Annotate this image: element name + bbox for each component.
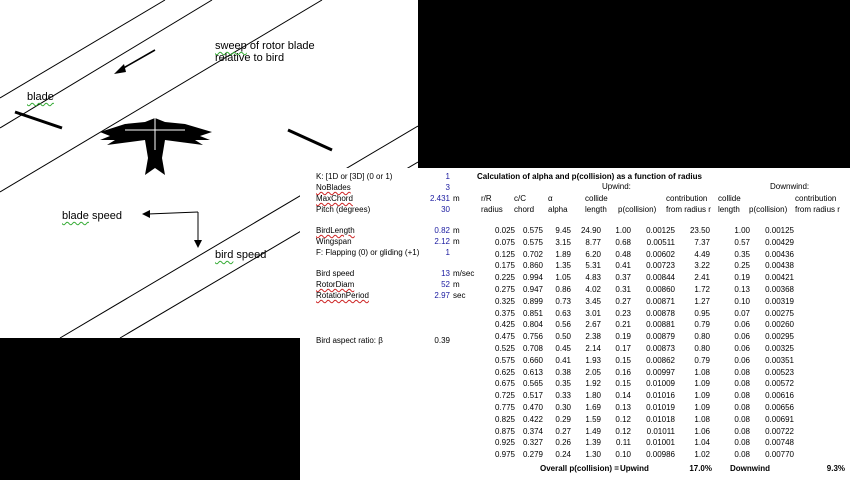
table-cell: 0.08 — [734, 391, 750, 401]
bird-speed-rest: speed — [233, 249, 267, 261]
table-cell: 1.27 — [694, 296, 710, 306]
table-cell: 1.09 — [694, 379, 710, 389]
table-cell: 0.86 — [555, 285, 571, 294]
table-cell: 0.06 — [734, 320, 750, 330]
table-cell: 0.565 — [522, 379, 543, 389]
column-header: α — [548, 194, 553, 203]
table-cell: 0.00862 — [646, 355, 675, 365]
param-value[interactable]: 1 — [445, 172, 450, 181]
table-cell: 0.00295 — [765, 332, 794, 342]
table-cell: 0.31 — [615, 285, 631, 294]
table-cell: 0.06 — [734, 332, 750, 342]
table-cell: 23.50 — [689, 226, 710, 235]
table-cell: 0.56 — [555, 320, 571, 330]
table-cell: 0.15 — [615, 379, 631, 389]
table-cell: 4.49 — [694, 249, 710, 259]
table-cell: 0.708 — [522, 344, 543, 353]
table-cell: 3.01 — [585, 308, 601, 318]
table-cell: 0.01016 — [646, 391, 675, 401]
upwind-total-value: 17.0% — [689, 464, 712, 473]
param-value[interactable]: 0.82 — [434, 226, 450, 235]
column-header: r/R — [481, 194, 492, 203]
table-cell: 0.27 — [615, 296, 631, 306]
table-cell: 0.63 — [555, 308, 571, 318]
table-cell: 0.06 — [734, 355, 750, 365]
table-cell: 0.24 — [555, 450, 571, 460]
param-unit: m — [453, 280, 460, 289]
table-cell: 0.08 — [734, 403, 750, 412]
table-cell: 0.925 — [494, 438, 515, 448]
table-cell: 0.025 — [494, 226, 515, 235]
upwind-heading: Upwind: — [602, 182, 631, 191]
column-header: from radius r — [666, 205, 711, 214]
param-label-text: RotationPeriod — [316, 291, 369, 300]
param-label-text: Wingspan — [316, 237, 352, 246]
table-cell: 0.775 — [494, 403, 515, 412]
table-cell: 0.00125 — [646, 226, 675, 235]
table-cell: 0.01001 — [646, 438, 675, 448]
blade-edge-line — [0, 0, 165, 98]
table-cell: 0.374 — [522, 426, 543, 436]
table-cell: 0.19 — [734, 273, 750, 283]
table-cell: 0.00436 — [765, 249, 794, 259]
table-cell: 0.860 — [522, 261, 543, 271]
param-label — [316, 226, 355, 236]
table-cell: 0.79 — [694, 320, 710, 330]
param-label-text: MaxChord — [316, 194, 353, 203]
table-cell: 0.08 — [734, 414, 750, 424]
table-cell: 0.00523 — [765, 367, 794, 377]
table-cell: 2.41 — [694, 273, 710, 283]
blade-label — [27, 91, 54, 103]
table-cell: 0.25 — [734, 261, 750, 271]
table-cell: 0.00871 — [646, 296, 675, 306]
param-label — [316, 248, 419, 258]
param-label-text: Bird speed — [316, 269, 355, 278]
bird-icon — [100, 110, 212, 175]
table-cell: 0.899 — [522, 296, 543, 306]
param-label-text: NoBlades — [316, 183, 351, 192]
table-cell: 0.00125 — [765, 226, 794, 235]
overall-label: Overall p(collision) = — [540, 464, 619, 473]
table-cell: 0.725 — [494, 391, 515, 401]
table-cell: 0.07 — [734, 308, 750, 318]
table-cell: 0.08 — [734, 450, 750, 460]
table-cell: 0.45 — [555, 344, 571, 353]
table-cell: 0.15 — [615, 355, 631, 365]
blade-speed-word: blade — [62, 210, 89, 222]
table-cell: 0.702 — [522, 249, 543, 259]
bird-speed-word: bird — [215, 249, 234, 261]
table-cell: 0.00873 — [646, 344, 675, 353]
column-header: alpha — [548, 205, 568, 214]
param-label — [316, 205, 370, 215]
param-label — [316, 291, 369, 301]
table-cell: 0.33 — [555, 391, 571, 401]
param-unit: sec — [453, 291, 466, 300]
table-cell: 0.756 — [522, 332, 543, 342]
table-cell: 0.00986 — [646, 450, 675, 460]
column-header: p(collision) — [618, 205, 657, 214]
table-cell: 1.93 — [585, 355, 601, 365]
param-label-text: Pitch (degrees) — [316, 205, 371, 214]
sweep-arrow-head — [114, 64, 126, 74]
table-cell: 24.90 — [580, 226, 601, 235]
table-cell: 0.01011 — [646, 426, 675, 436]
column-header: collide — [718, 194, 741, 203]
table-cell: 0.075 — [494, 237, 515, 247]
table-cell: 0.17 — [615, 344, 631, 353]
table-cell: 0.10 — [734, 296, 750, 306]
table-cell: 0.06 — [734, 344, 750, 353]
table-cell: 0.00860 — [646, 285, 675, 294]
column-header: contribution — [795, 194, 837, 203]
table-cell: 0.68 — [615, 237, 631, 247]
param-unit: m — [453, 194, 460, 203]
table-cell: 0.08 — [734, 379, 750, 389]
table-cell: 3.22 — [694, 261, 710, 271]
table-cell: 0.00997 — [646, 367, 675, 377]
table-cell: 0.175 — [494, 261, 515, 271]
param-value[interactable]: 2.431 — [429, 194, 450, 203]
table-cell: 0.00438 — [765, 261, 794, 271]
param-label — [316, 237, 352, 247]
table-cell: 0.575 — [494, 355, 515, 365]
table-cell: 0.00722 — [765, 426, 794, 436]
table-cell: 0.08 — [734, 438, 750, 448]
table-cell: 0.50 — [555, 332, 571, 342]
table-cell: 1.59 — [585, 414, 601, 424]
column-header: from radius r — [795, 205, 840, 214]
table-cell: 0.00844 — [646, 273, 675, 283]
collision-spreadsheet — [300, 168, 850, 480]
table-cell: 0.21 — [615, 320, 631, 330]
table-cell: 0.00879 — [646, 332, 675, 342]
table-cell: 0.00656 — [765, 403, 794, 412]
table-cell: 1.49 — [585, 426, 601, 436]
column-header: contribution — [666, 194, 708, 203]
blade-marker — [15, 112, 62, 128]
table-cell: 1.08 — [694, 414, 710, 424]
table-cell: 0.13 — [615, 403, 631, 412]
table-cell: 0.325 — [494, 296, 515, 306]
table-cell: 0.475 — [494, 332, 515, 342]
table-cell: 0.525 — [494, 344, 515, 353]
table-cell: 0.00511 — [646, 237, 675, 247]
table-cell: 6.20 — [585, 249, 601, 259]
table-cell: 0.14 — [615, 391, 631, 401]
table-cell: 2.14 — [585, 344, 601, 353]
downwind-total-value: 9.3% — [826, 464, 845, 473]
table-cell: 0.26 — [555, 438, 571, 448]
table-cell: 0.57 — [734, 237, 750, 247]
table-cell: 1.89 — [555, 249, 571, 259]
table-cell: 1.02 — [694, 450, 710, 460]
table-cell: 0.95 — [694, 308, 710, 318]
upwind-total-label: Upwind — [620, 464, 649, 473]
table-cell: 0.13 — [734, 285, 750, 294]
table-cell: 0.00748 — [765, 438, 794, 448]
table-title: Calculation of alpha and p(collision) as a function of radius — [477, 172, 702, 181]
table-cell: 0.27 — [555, 426, 571, 436]
table-cell: 0.35 — [555, 379, 571, 389]
table-cell: 1.04 — [694, 438, 710, 448]
param-value[interactable]: 2.12 — [434, 237, 450, 246]
sweep-word: sweep — [215, 40, 247, 52]
table-cell: 0.00325 — [765, 344, 794, 353]
param-label — [316, 269, 354, 279]
table-cell: 0.01019 — [646, 403, 675, 412]
table-cell: 0.375 — [494, 308, 515, 318]
table-cell: 0.29 — [555, 414, 571, 424]
table-cell: 0.00616 — [765, 391, 794, 401]
table-cell: 0.79 — [694, 355, 710, 365]
table-cell: 0.422 — [522, 414, 543, 424]
table-cell: 4.02 — [585, 285, 601, 294]
table-cell: 0.575 — [522, 226, 543, 235]
param-label-text: RotorDiam — [316, 280, 355, 289]
blade-speed-rest: speed — [88, 210, 122, 222]
blade-speed-arrow-line — [148, 212, 198, 214]
table-cell: 0.875 — [494, 426, 515, 436]
column-header: length — [718, 205, 740, 214]
table-cell: 0.275 — [494, 285, 515, 294]
table-cell: 0.00275 — [765, 308, 794, 318]
table-cell: 0.425 — [494, 320, 515, 330]
table-cell: 1.80 — [585, 391, 601, 401]
table-cell: 0.125 — [494, 249, 515, 259]
table-cell: 0.279 — [522, 450, 543, 460]
table-cell: 0.517 — [522, 391, 543, 401]
table-cell: 7.37 — [694, 237, 710, 247]
table-cell: 1.06 — [694, 426, 710, 436]
table-cell: 0.00368 — [765, 285, 794, 294]
blade-speed-label — [62, 210, 122, 222]
table-cell: 0.41 — [555, 355, 571, 365]
table-cell: 0.38 — [555, 367, 571, 377]
table-cell: 0.11 — [616, 438, 631, 448]
param-unit: m — [453, 237, 460, 246]
table-cell: 0.10 — [615, 450, 631, 460]
table-cell: 9.45 — [555, 226, 571, 235]
blade-marker — [288, 130, 332, 150]
sweep-label — [215, 40, 315, 52]
table-cell: 0.660 — [522, 355, 543, 365]
table-cell: 1.00 — [734, 226, 750, 235]
table-cell: 0.01018 — [646, 414, 675, 424]
table-cell: 1.08 — [694, 367, 710, 377]
column-header: chord — [514, 205, 535, 214]
table-cell: 0.80 — [694, 344, 710, 353]
table-cell: 0.35 — [734, 249, 750, 259]
table-cell: 0.08 — [734, 367, 750, 377]
param-value[interactable]: 1 — [445, 248, 450, 257]
table-cell: 0.48 — [615, 249, 631, 259]
param-value[interactable]: 13 — [441, 269, 450, 278]
table-cell: 0.80 — [694, 332, 710, 342]
table-cell: 0.00691 — [765, 414, 794, 424]
table-cell: 0.804 — [522, 320, 543, 330]
param-unit: m/sec — [453, 269, 475, 278]
blade-speed-arrow-head — [142, 210, 150, 218]
table-cell: 1.72 — [694, 285, 710, 294]
downwind-heading: Downwind: — [770, 182, 810, 191]
table-cell: 1.92 — [585, 379, 601, 389]
table-cell: 0.00421 — [765, 273, 794, 283]
sweep-rest: of rotor blade — [246, 40, 315, 52]
column-header: radius — [481, 205, 503, 214]
param-value[interactable]: 2.97 — [434, 291, 450, 300]
table-cell: 1.39 — [585, 438, 601, 448]
table-cell: 0.41 — [615, 261, 631, 271]
table-cell: 2.67 — [585, 320, 601, 330]
table-cell: 1.09 — [694, 403, 710, 412]
table-cell: 0.947 — [522, 285, 543, 294]
blade-word: blade — [27, 91, 54, 103]
table-cell: 8.77 — [585, 237, 601, 247]
table-cell: 0.327 — [522, 438, 543, 448]
table-cell: 0.825 — [494, 414, 515, 424]
table-cell: 1.35 — [555, 261, 571, 271]
table-cell: 0.01009 — [646, 379, 675, 389]
param-value[interactable]: 3 — [445, 183, 450, 192]
table-cell: 0.975 — [494, 450, 515, 460]
table-cell: 0.00260 — [765, 320, 794, 330]
table-cell: 1.30 — [585, 450, 601, 460]
blade-edge-line — [0, 0, 212, 128]
table-cell: 0.625 — [494, 367, 515, 377]
table-cell: 0.00770 — [765, 450, 794, 460]
table-cell: 0.00319 — [765, 296, 794, 306]
table-cell: 0.37 — [615, 273, 631, 283]
sweep-label-line2: relative to bird — [215, 52, 285, 64]
downwind-total-label: Downwind — [730, 464, 770, 473]
table-cell: 1.69 — [585, 403, 601, 412]
table-cell: 0.994 — [522, 273, 543, 283]
param-label — [316, 280, 354, 290]
param-label-text: BirdLength — [316, 226, 355, 235]
table-cell: 0.851 — [522, 308, 543, 318]
param-value[interactable]: 30 — [441, 205, 450, 214]
table-cell: 0.00602 — [646, 249, 675, 259]
table-cell: 0.00429 — [765, 237, 794, 247]
table-cell: 0.00881 — [646, 320, 675, 330]
param-label-text: F: Flapping (0) or gliding (+1) — [316, 248, 420, 257]
param-value[interactable]: 0.39 — [434, 336, 450, 345]
table-cell: 0.470 — [522, 403, 543, 412]
param-label — [316, 172, 392, 182]
bird-speed-arrow-head — [194, 240, 202, 248]
sweep-arrow-line — [120, 50, 155, 70]
table-cell: 1.00 — [615, 226, 631, 235]
param-label-text: K: [1D or [3D] (0 or 1) — [316, 172, 393, 181]
table-cell: 0.00723 — [646, 261, 675, 271]
bird-speed-label — [215, 249, 266, 261]
table-cell: 0.00351 — [765, 355, 794, 365]
table-cell: 0.00878 — [646, 308, 675, 318]
table-cell: 3.45 — [585, 296, 601, 306]
column-header: collide — [585, 194, 608, 203]
table-cell: 0.00572 — [765, 379, 794, 389]
table-cell: 2.05 — [585, 367, 601, 377]
table-cell: 1.09 — [694, 391, 710, 401]
param-label — [316, 194, 353, 204]
table-cell: 0.08 — [734, 426, 750, 436]
param-unit: m — [453, 226, 460, 235]
table-cell: 0.19 — [615, 332, 631, 342]
param-label-text: Bird aspect ratio: β — [316, 336, 383, 345]
table-cell: 0.675 — [494, 379, 515, 389]
param-value[interactable]: 52 — [441, 280, 450, 289]
table-cell: 0.575 — [522, 237, 543, 247]
column-header: p(collision) — [749, 205, 788, 214]
column-header: length — [585, 205, 607, 214]
param-label — [316, 336, 383, 346]
table-cell: 0.73 — [555, 296, 571, 306]
table-cell: 4.83 — [585, 273, 601, 283]
table-cell: 0.12 — [615, 414, 631, 424]
table-cell: 5.31 — [585, 261, 601, 271]
table-cell: 0.225 — [494, 273, 515, 283]
param-label — [316, 183, 351, 193]
column-header: c/C — [514, 194, 526, 203]
table-cell: 3.15 — [555, 237, 571, 247]
table-cell: 2.38 — [585, 332, 601, 342]
table-cell: 0.613 — [522, 367, 543, 377]
table-cell: 0.23 — [615, 308, 631, 318]
table-cell: 0.30 — [555, 403, 571, 412]
table-cell: 1.05 — [555, 273, 571, 283]
table-cell: 0.16 — [615, 367, 631, 377]
table-cell: 0.12 — [615, 426, 631, 436]
